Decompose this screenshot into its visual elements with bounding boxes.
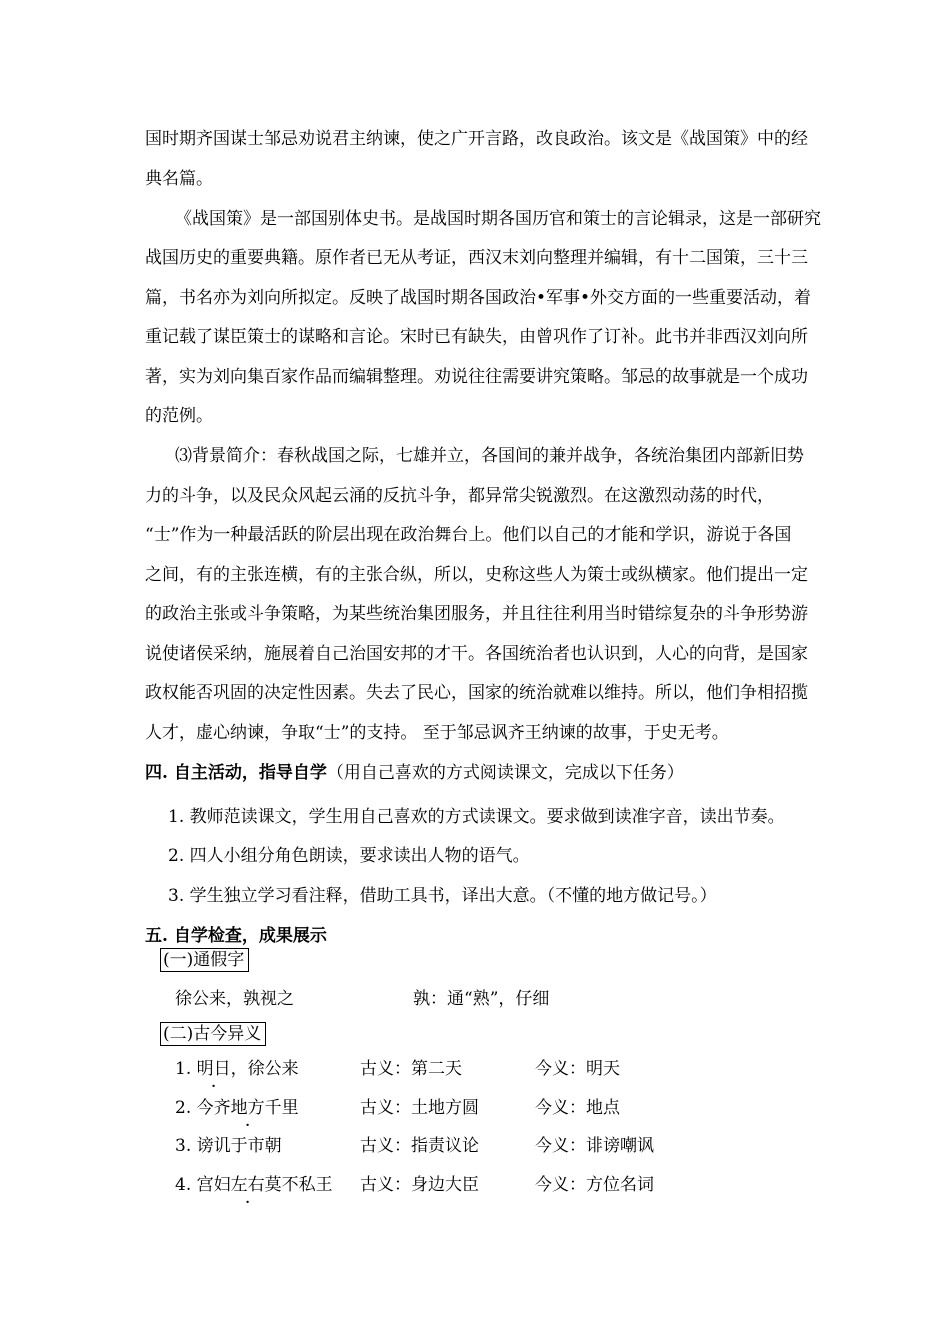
task-item: 2. 四人小组分角色朗读，要求读出人物的语气。 [168, 846, 530, 866]
gujin-phrase: 4. 宫妇左右莫不私王 [175, 1175, 333, 1195]
section-4-note: （用自己喜欢的方式阅读课文，完成以下任务） [326, 763, 684, 783]
gujin-phrase: 3. 谤讥于市朝 [175, 1136, 282, 1156]
gujin-modern-meaning: 今义：明天 [535, 1059, 620, 1079]
tongjia-label: (一)通假字 [160, 948, 249, 972]
tongjia-explain: 孰：通“熟”，仔细 [413, 989, 550, 1009]
section-5-heading: 五. 自学检查，成果展示 [145, 926, 327, 946]
emphasis-mark: 左右 [230, 1175, 265, 1195]
gujin-modern-meaning: 今义：方位名词 [535, 1175, 654, 1195]
body-text-line: 典名篇。 [145, 169, 213, 189]
body-text-line: 重记载了谋臣策士的谋略和言论。宋时已有缺失，由曾巩作了订补。此书并非西汉刘向所 [145, 327, 808, 347]
body-text-line: 之间，有的主张连横，有的主张合纵，所以，史称这些人为策士或纵横家。他们提出一定 [145, 565, 808, 585]
gujin-phrase: 1. 明日，徐公来 [175, 1059, 299, 1079]
body-text-line: 的政治主张或斗争策略，为某些统治集团服务，并且往往利用当时错综复杂的斗争形势游 [145, 604, 808, 624]
emphasis-mark: 明日 [196, 1059, 231, 1079]
section-4-heading [145, 762, 684, 784]
task-item: 1. 教师范读课文，学生用自己喜欢的方式读课文。要求做到读准字音，读出节奏。 [168, 807, 785, 827]
section-4-title: 四. 自主活动，指导自学 [145, 763, 327, 783]
body-text-line: ⑶背景简介：春秋战国之际，七雄并立，各国间的兼并战争，各统治集团内部新旧势 [175, 446, 804, 466]
body-text-line: 《战国策》是一部国别体史书。是战国时期各国历官和策士的言论辑录，这是一部研究 [175, 209, 821, 229]
task-item: 3. 学生独立学习看注释，借助工具书，译出大意。（不懂的地方做记号。） [168, 886, 717, 906]
gujin-label: (二)古今异义 [160, 1022, 266, 1046]
body-text-line: 国时期齐国谋士邹忌劝说君主纳谏，使之广开言路，改良政治。该文是《战国策》中的经 [145, 129, 808, 149]
tongjia-example: 徐公来，孰视之 [175, 989, 294, 1009]
gujin-ancient-meaning: 古义：土地方圆 [360, 1098, 479, 1118]
body-text-line: 战国历史的重要典籍。原作者已无从考证，西汉末刘向整理并编辑，有十二国策，三十三 [145, 248, 808, 268]
body-text-line: “士”作为一种最活跃的阶层出现在政治舞台上。他们以自己的才能和学识，游说于各国 [145, 525, 792, 545]
gujin-modern-meaning: 今义：诽谤嘲讽 [535, 1136, 654, 1156]
gujin-ancient-meaning: 古义：第二天 [360, 1059, 462, 1079]
body-text-line: 政权能否巩固的决定性因素。失去了民心，国家的统治就难以维持。所以，他们争相招揽 [145, 683, 808, 703]
body-text-line: 篇，书名亦为刘向所拟定。反映了战国时期各国政治•军事•外交方面的一些重要活动，着 [145, 288, 812, 308]
gujin-ancient-meaning: 古义：身边大臣 [360, 1175, 479, 1195]
body-text-line: 的范例。 [145, 406, 213, 426]
body-text-line: 著，实为刘向集百家作品而编辑整理。劝说往往需要讲究策略。邹忌的故事就是一个成功 [145, 367, 808, 387]
gujin-phrase: 2. 今齐地方千里 [175, 1098, 299, 1118]
body-text-line: 力的斗争，以及民众风起云涌的反抗斗争，都异常尖锐激烈。在这激烈动荡的时代， [145, 486, 774, 506]
gujin-ancient-meaning: 古义：指责议论 [360, 1136, 479, 1156]
body-text-line: 说使诸侯采纳，施展着自己治国安邦的才干。各国统治者也认识到，人心的向背，是国家 [145, 644, 808, 664]
body-text-line: 人才，虚心纳谏，争取“士”的支持。 至于邹忌讽齐王纳谏的故事，于史无考。 [145, 723, 729, 743]
emphasis-mark: 地方 [230, 1098, 265, 1118]
gujin-modern-meaning: 今义：地点 [535, 1098, 620, 1118]
